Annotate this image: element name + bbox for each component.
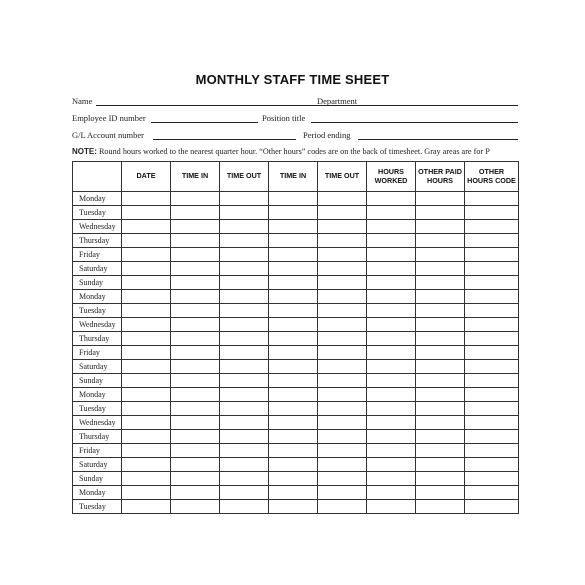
entry-cell[interactable] [122,276,171,290]
gl-account-label: G/L Account number [72,130,144,140]
entry-cell[interactable] [318,346,367,360]
day-label: Friday [73,444,122,458]
header-time-in-1: TIME IN [171,162,220,192]
entry-cell[interactable] [318,318,367,332]
entry-cell[interactable] [122,374,171,388]
entry-cell[interactable] [122,430,171,444]
table-row [73,374,519,388]
day-label: Wednesday [73,220,122,234]
entry-cell[interactable] [367,290,416,304]
table-row [73,444,519,458]
day-label: Wednesday [73,416,122,430]
entry-cell[interactable] [269,444,318,458]
entry-cell[interactable] [220,192,269,206]
day-label: Monday [73,290,122,304]
entry-cell[interactable] [465,416,519,430]
entry-cell[interactable] [367,486,416,500]
entry-cell[interactable] [220,206,269,220]
day-label: Tuesday [73,402,122,416]
day-label: Thursday [73,430,122,444]
entry-cell[interactable] [416,458,465,472]
note-text [72,147,585,156]
entry-cell[interactable] [269,192,318,206]
entry-cell[interactable] [318,192,367,206]
entry-cell[interactable] [367,458,416,472]
name-label: Name [72,96,93,106]
entry-cell[interactable] [220,472,269,486]
table-row [73,472,519,486]
entry-cell[interactable] [171,332,220,346]
day-label: Thursday [73,332,122,346]
day-label: Sunday [73,374,122,388]
entry-cell[interactable] [269,458,318,472]
day-label: Sunday [73,472,122,486]
table-row [73,430,519,444]
entry-cell[interactable] [269,402,318,416]
employee-id-field[interactable] [151,122,258,123]
entry-cell[interactable] [122,206,171,220]
entry-cell[interactable] [171,304,220,318]
entry-cell[interactable] [416,472,465,486]
entry-cell[interactable] [465,262,519,276]
entry-cell[interactable] [318,206,367,220]
entry-cell[interactable] [171,444,220,458]
entry-cell[interactable] [465,402,519,416]
table-row [73,332,519,346]
entry-cell[interactable] [367,276,416,290]
entry-cell[interactable] [416,500,465,514]
entry-cell[interactable] [318,220,367,234]
entry-cell[interactable] [465,360,519,374]
entry-cell[interactable] [269,374,318,388]
entry-cell[interactable] [269,290,318,304]
entry-cell[interactable] [122,220,171,234]
header-day [73,162,122,192]
entry-cell[interactable] [171,220,220,234]
entry-cell[interactable] [318,332,367,346]
entry-cell[interactable] [465,192,519,206]
entry-cell[interactable] [122,444,171,458]
entry-cell[interactable] [318,388,367,402]
entry-cell[interactable] [318,402,367,416]
entry-cell[interactable] [367,500,416,514]
entry-cell[interactable] [416,290,465,304]
entry-cell[interactable] [416,248,465,262]
entry-cell[interactable] [367,374,416,388]
entry-cell[interactable] [269,416,318,430]
entry-cell[interactable] [122,332,171,346]
entry-cell[interactable] [367,430,416,444]
entry-cell[interactable] [269,220,318,234]
entry-cell[interactable] [318,262,367,276]
entry-cell[interactable] [171,276,220,290]
entry-cell[interactable] [416,220,465,234]
header-row [73,162,519,192]
entry-cell[interactable] [220,220,269,234]
entry-cell[interactable] [416,206,465,220]
page-title: MONTHLY STAFF TIME SHEET [195,72,390,87]
entry-cell[interactable] [171,388,220,402]
entry-cell[interactable] [171,206,220,220]
entry-cell[interactable] [367,220,416,234]
header-time-in-2: TIME IN [269,162,318,192]
day-label: Tuesday [73,500,122,514]
entry-cell[interactable] [318,458,367,472]
entry-cell[interactable] [367,346,416,360]
day-label: Monday [73,486,122,500]
entry-cell[interactable] [416,444,465,458]
entry-cell[interactable] [269,472,318,486]
entry-cell[interactable] [171,248,220,262]
entry-cell[interactable] [269,332,318,346]
entry-cell[interactable] [465,486,519,500]
entry-cell[interactable] [465,458,519,472]
entry-cell[interactable] [318,360,367,374]
entry-cell[interactable] [220,402,269,416]
entry-cell[interactable] [269,486,318,500]
entry-cell[interactable] [220,500,269,514]
entry-cell[interactable] [220,430,269,444]
entry-cell[interactable] [269,360,318,374]
table-row [73,206,519,220]
entry-cell[interactable] [416,262,465,276]
entry-cell[interactable] [122,500,171,514]
entry-cell[interactable] [367,304,416,318]
table-row [73,346,519,360]
table-row [73,486,519,500]
entry-cell[interactable] [122,360,171,374]
table-row [73,192,519,206]
entry-cell[interactable] [318,416,367,430]
note-body: Round hours worked to the nearest quarter hour. “Other hours” codes are on the back of timesheet. Gray areas are for P [96,147,490,156]
entry-cell[interactable] [122,388,171,402]
entry-cell[interactable] [367,332,416,346]
entry-cell[interactable] [416,416,465,430]
entry-cell[interactable] [465,234,519,248]
entry-cell[interactable] [220,374,269,388]
entry-cell[interactable] [318,290,367,304]
entry-cell[interactable] [220,290,269,304]
entry-cell[interactable] [416,388,465,402]
entry-cell[interactable] [465,290,519,304]
entry-cell[interactable] [171,500,220,514]
entry-cell[interactable] [416,276,465,290]
entry-cell[interactable] [416,318,465,332]
entry-cell[interactable] [122,346,171,360]
entry-cell[interactable] [465,304,519,318]
table-row [73,234,519,248]
entry-cell[interactable] [367,248,416,262]
entry-cell[interactable] [269,248,318,262]
entry-cell[interactable] [171,262,220,276]
header-date: DATE [122,162,171,192]
entry-cell[interactable] [465,346,519,360]
entry-cell[interactable] [465,472,519,486]
entry-cell[interactable] [220,234,269,248]
entry-cell[interactable] [122,416,171,430]
period-ending-label: Period ending [303,130,351,140]
header-hours-worked: HOURS WORKED [367,162,416,192]
entry-cell[interactable] [220,318,269,332]
entry-cell[interactable] [122,318,171,332]
position-title-field[interactable] [311,122,518,123]
header-time-out-1: TIME OUT [220,162,269,192]
entry-cell[interactable] [367,206,416,220]
header-time-out-2: TIME OUT [318,162,367,192]
entry-cell[interactable] [416,402,465,416]
day-label: Tuesday [73,304,122,318]
entry-cell[interactable] [220,486,269,500]
entry-cell[interactable] [367,262,416,276]
entry-cell[interactable] [318,472,367,486]
entry-cell[interactable] [220,416,269,430]
note-label: NOTE: [72,147,97,156]
entry-cell[interactable] [122,304,171,318]
entry-cell[interactable] [171,360,220,374]
table-row [73,290,519,304]
timesheet-table [72,161,519,514]
entry-cell[interactable] [465,276,519,290]
table-row [73,248,519,262]
entry-cell[interactable] [122,486,171,500]
table-row [73,360,519,374]
day-label: Monday [73,192,122,206]
table-row [73,500,519,514]
period-ending-field[interactable] [358,139,518,140]
header-other-hours-code: OTHER HOURS CODE [465,162,519,192]
entry-cell[interactable] [318,276,367,290]
entry-cell[interactable] [220,458,269,472]
entry-cell[interactable] [416,234,465,248]
day-label: Monday [73,388,122,402]
employee-position-row [72,113,532,127]
entry-cell[interactable] [220,248,269,262]
entry-cell[interactable] [122,472,171,486]
day-label: Saturday [73,262,122,276]
day-label: Saturday [73,360,122,374]
entry-cell[interactable] [220,444,269,458]
entry-cell[interactable] [269,388,318,402]
day-label: Sunday [73,276,122,290]
entry-cell[interactable] [171,318,220,332]
entry-cell[interactable] [318,234,367,248]
entry-cell[interactable] [122,234,171,248]
entry-cell[interactable] [465,318,519,332]
table-row [73,402,519,416]
entry-cell[interactable] [416,346,465,360]
entry-cell[interactable] [269,500,318,514]
day-label: Friday [73,346,122,360]
entry-cell[interactable] [367,472,416,486]
entry-cell[interactable] [220,388,269,402]
table-row [73,458,519,472]
entry-cell[interactable] [122,248,171,262]
name-department-row [72,96,532,110]
entry-cell[interactable] [171,458,220,472]
day-label: Wednesday [73,318,122,332]
entry-cell[interactable] [122,262,171,276]
entry-cell[interactable] [416,192,465,206]
entry-cell[interactable] [465,374,519,388]
entry-cell[interactable] [171,430,220,444]
entry-cell[interactable] [318,430,367,444]
entry-cell[interactable] [367,192,416,206]
entry-cell[interactable] [318,374,367,388]
entry-cell[interactable] [220,262,269,276]
entry-cell[interactable] [465,430,519,444]
entry-cell[interactable] [367,388,416,402]
entry-cell[interactable] [269,304,318,318]
entry-cell[interactable] [269,262,318,276]
entry-cell[interactable] [269,318,318,332]
entry-cell[interactable] [171,416,220,430]
table-row [73,262,519,276]
entry-cell[interactable] [171,374,220,388]
entry-cell[interactable] [220,332,269,346]
entry-cell[interactable] [171,346,220,360]
entry-cell[interactable] [171,234,220,248]
entry-cell[interactable] [367,234,416,248]
entry-cell[interactable] [122,458,171,472]
entry-cell[interactable] [367,444,416,458]
day-label: Saturday [73,458,122,472]
entry-cell[interactable] [367,416,416,430]
day-label: Friday [73,248,122,262]
entry-cell[interactable] [416,486,465,500]
entry-cell[interactable] [220,346,269,360]
entry-cell[interactable] [318,486,367,500]
entry-cell[interactable] [220,276,269,290]
entry-cell[interactable] [122,192,171,206]
entry-cell[interactable] [269,234,318,248]
table-row [73,220,519,234]
entry-cell[interactable] [122,402,171,416]
gl-account-field[interactable] [153,139,296,140]
day-label: Thursday [73,234,122,248]
entry-cell[interactable] [416,360,465,374]
entry-cell[interactable] [220,304,269,318]
entry-cell[interactable] [171,486,220,500]
table-row [73,304,519,318]
header-other-paid-hours: OTHER PAID HOURS [416,162,465,192]
entry-cell[interactable] [269,276,318,290]
table-row [73,318,519,332]
timesheet-body [73,192,519,514]
table-row [73,276,519,290]
position-title-label: Position title [262,113,306,123]
entry-cell[interactable] [171,402,220,416]
entry-cell[interactable] [367,360,416,374]
entry-cell[interactable] [318,248,367,262]
entry-cell[interactable] [416,430,465,444]
entry-cell[interactable] [465,206,519,220]
table-row [73,388,519,402]
entry-cell[interactable] [465,332,519,346]
day-label: Tuesday [73,206,122,220]
table-row [73,416,519,430]
department-label: Department [317,96,358,106]
entry-cell[interactable] [465,248,519,262]
entry-cell[interactable] [269,206,318,220]
entry-cell[interactable] [269,430,318,444]
entry-cell[interactable] [269,346,318,360]
entry-cell[interactable] [465,220,519,234]
entry-cell[interactable] [367,318,416,332]
entry-cell[interactable] [171,192,220,206]
entry-cell[interactable] [318,500,367,514]
department-field[interactable] [368,105,518,106]
entry-cell[interactable] [465,444,519,458]
entry-cell[interactable] [416,332,465,346]
entry-cell[interactable] [465,500,519,514]
entry-cell[interactable] [171,472,220,486]
entry-cell[interactable] [416,374,465,388]
entry-cell[interactable] [318,304,367,318]
entry-cell[interactable] [318,444,367,458]
entry-cell[interactable] [367,402,416,416]
entry-cell[interactable] [465,388,519,402]
entry-cell[interactable] [220,360,269,374]
entry-cell[interactable] [416,304,465,318]
entry-cell[interactable] [122,290,171,304]
entry-cell[interactable] [171,290,220,304]
employee-id-label: Employee ID number [72,113,146,123]
account-period-row [72,130,532,144]
